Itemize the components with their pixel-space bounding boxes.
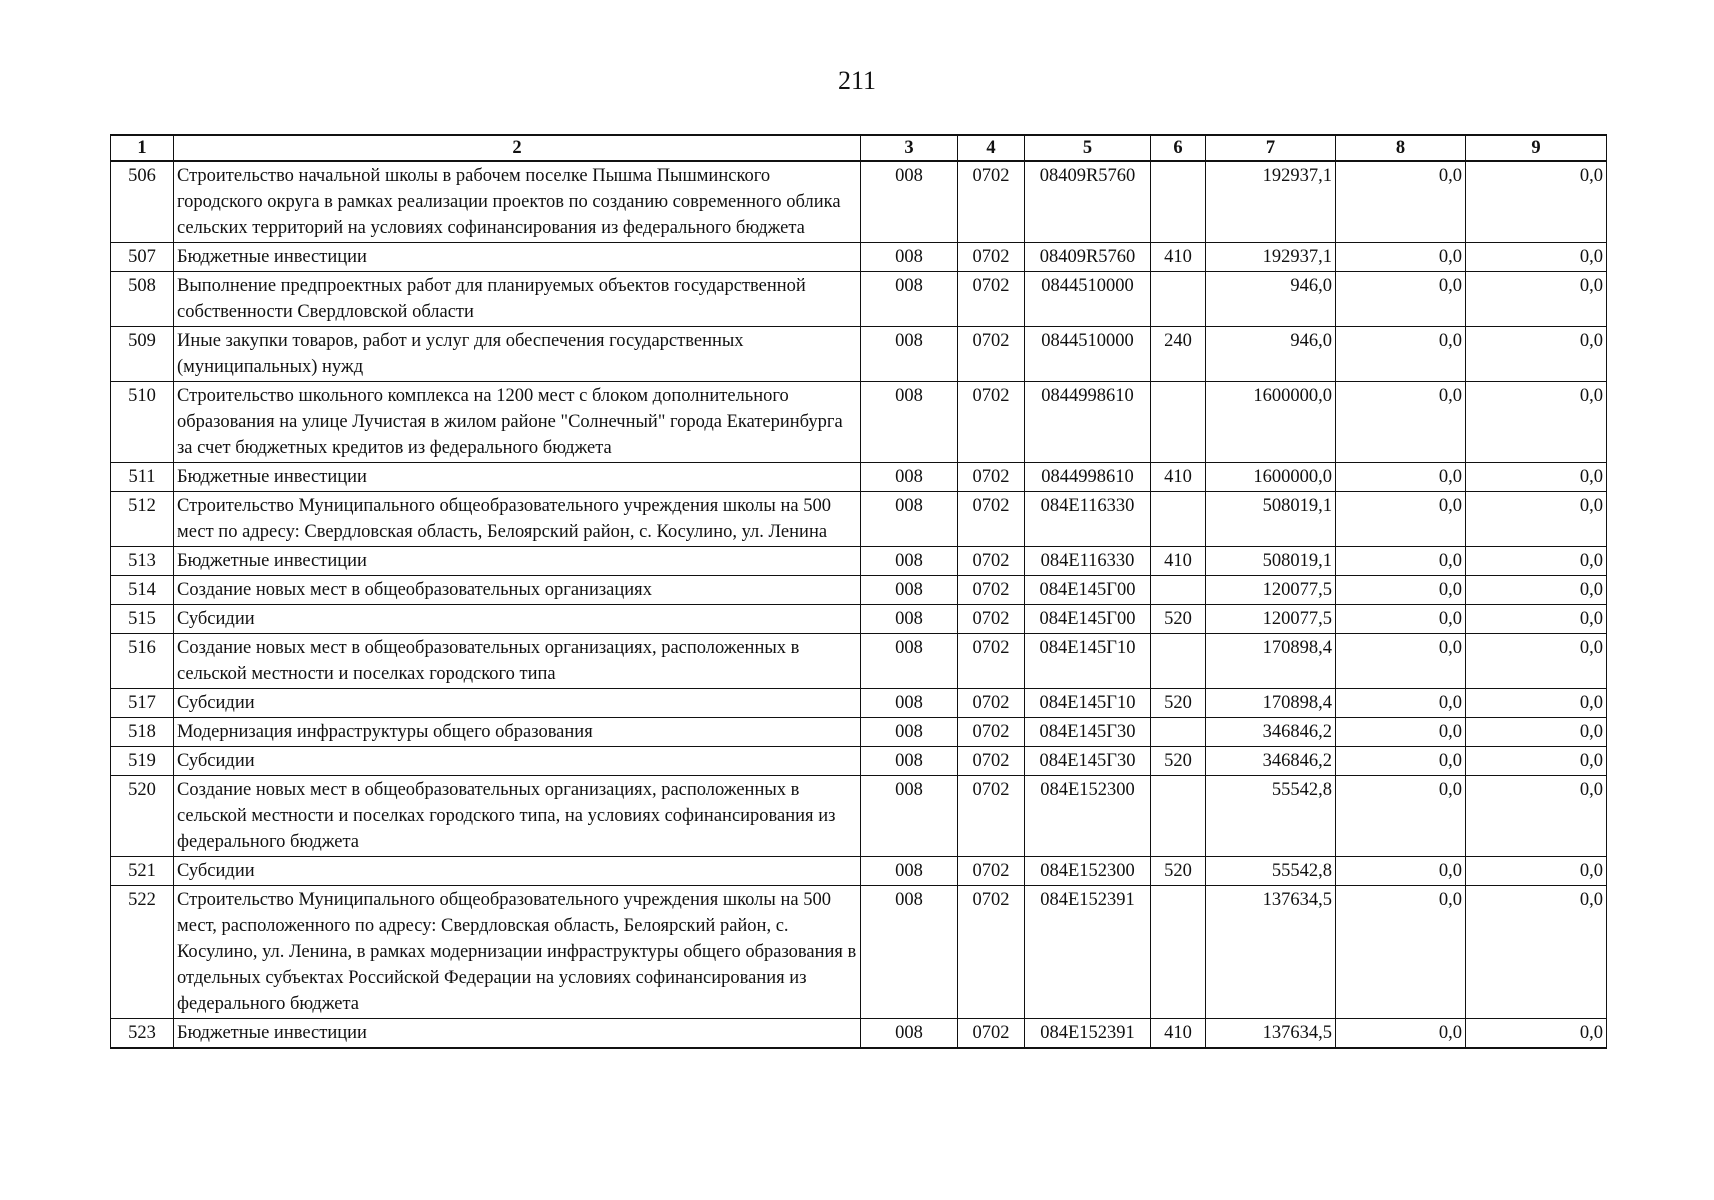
- code-column-5-cell: 084E145Г00: [1025, 605, 1151, 634]
- code-column-5-cell: 084E116330: [1025, 547, 1151, 576]
- header-cell-8: 8: [1336, 135, 1466, 161]
- table-row: [111, 857, 1607, 886]
- row-number-cell: 522: [111, 886, 174, 1019]
- code-column-6-cell: 410: [1151, 243, 1206, 272]
- code-column-3-cell: 008: [861, 327, 958, 382]
- amount-column-9-cell: 0,0: [1466, 463, 1607, 492]
- amount-column-8-cell: 0,0: [1336, 776, 1466, 857]
- table-row: [111, 463, 1607, 492]
- amount-column-7-cell: 120077,5: [1206, 605, 1336, 634]
- code-column-6-cell: 520: [1151, 747, 1206, 776]
- code-column-5-cell: 0844998610: [1025, 382, 1151, 463]
- code-column-6-cell: 410: [1151, 1019, 1206, 1049]
- code-column-6-cell: [1151, 161, 1206, 243]
- code-column-5-cell: 084E145Г30: [1025, 718, 1151, 747]
- amount-column-7-cell: 346846,2: [1206, 718, 1336, 747]
- code-column-5-cell: 084E145Г10: [1025, 634, 1151, 689]
- amount-column-9-cell: 0,0: [1466, 327, 1607, 382]
- amount-column-7-cell: 55542,8: [1206, 857, 1336, 886]
- amount-column-7-cell: 1600000,0: [1206, 382, 1336, 463]
- table-row: [111, 747, 1607, 776]
- amount-column-8-cell: 0,0: [1336, 327, 1466, 382]
- amount-column-8-cell: 0,0: [1336, 547, 1466, 576]
- amount-column-8-cell: 0,0: [1336, 243, 1466, 272]
- header-cell-1: 1: [111, 135, 174, 161]
- item-name-cell: Создание новых мест в общеобразовательных организациях, расположенных в сельской местности и поселках городского типа: [174, 634, 861, 689]
- row-number-cell: 521: [111, 857, 174, 886]
- code-column-5-cell: 084E152300: [1025, 776, 1151, 857]
- table-row: [111, 1019, 1607, 1049]
- code-column-3-cell: 008: [861, 576, 958, 605]
- amount-column-8-cell: 0,0: [1336, 161, 1466, 243]
- row-number-cell: 520: [111, 776, 174, 857]
- item-name-cell: Субсидии: [174, 605, 861, 634]
- header-row: [111, 135, 1607, 161]
- code-column-4-cell: 0702: [958, 605, 1025, 634]
- page-number: 211: [837, 66, 877, 95]
- item-name-cell: Субсидии: [174, 747, 861, 776]
- code-column-4-cell: 0702: [958, 463, 1025, 492]
- table-row: [111, 576, 1607, 605]
- table-row: [111, 776, 1607, 857]
- header-cell-9: 9: [1466, 135, 1607, 161]
- row-number-cell: 512: [111, 492, 174, 547]
- row-number-cell: 507: [111, 243, 174, 272]
- amount-column-8-cell: 0,0: [1336, 886, 1466, 1019]
- code-column-5-cell: 084E152300: [1025, 857, 1151, 886]
- amount-column-8-cell: 0,0: [1336, 492, 1466, 547]
- code-column-5-cell: 084E116330: [1025, 492, 1151, 547]
- code-column-5-cell: 0844998610: [1025, 463, 1151, 492]
- item-name-cell: Строительство Муниципального общеобразовательного учреждения школы на 500 мест, расположенного по адресу: Свердловская область, Белоярский район, с. Косулино, ул. Ленина, в рамках модернизации инфраструктуры общего образования в отдельных субъектах Российской Федерации на условиях софинансирования из федерального бюджета: [174, 886, 861, 1019]
- code-column-6-cell: 410: [1151, 547, 1206, 576]
- code-column-4-cell: 0702: [958, 243, 1025, 272]
- code-column-6-cell: [1151, 886, 1206, 1019]
- code-column-6-cell: [1151, 634, 1206, 689]
- code-column-6-cell: 410: [1151, 463, 1206, 492]
- item-name-cell: Субсидии: [174, 689, 861, 718]
- amount-column-8-cell: 0,0: [1336, 857, 1466, 886]
- code-column-5-cell: 0844510000: [1025, 272, 1151, 327]
- table-row: [111, 243, 1607, 272]
- amount-column-7-cell: 137634,5: [1206, 1019, 1336, 1049]
- amount-column-8-cell: 0,0: [1336, 689, 1466, 718]
- item-name-cell: Субсидии: [174, 857, 861, 886]
- amount-column-7-cell: 170898,4: [1206, 634, 1336, 689]
- code-column-5-cell: 084E152391: [1025, 886, 1151, 1019]
- table-row: [111, 634, 1607, 689]
- code-column-3-cell: 008: [861, 1019, 958, 1049]
- code-column-3-cell: 008: [861, 689, 958, 718]
- amount-column-8-cell: 0,0: [1336, 463, 1466, 492]
- code-column-3-cell: 008: [861, 243, 958, 272]
- code-column-3-cell: 008: [861, 463, 958, 492]
- header-cell-7: 7: [1206, 135, 1336, 161]
- code-column-5-cell: 08409R5760: [1025, 161, 1151, 243]
- amount-column-7-cell: 120077,5: [1206, 576, 1336, 605]
- code-column-4-cell: 0702: [958, 776, 1025, 857]
- code-column-6-cell: [1151, 776, 1206, 857]
- code-column-5-cell: 0844510000: [1025, 327, 1151, 382]
- row-number-cell: 509: [111, 327, 174, 382]
- table-row: [111, 161, 1607, 243]
- code-column-3-cell: 008: [861, 605, 958, 634]
- code-column-3-cell: 008: [861, 747, 958, 776]
- code-column-4-cell: 0702: [958, 327, 1025, 382]
- code-column-3-cell: 008: [861, 886, 958, 1019]
- code-column-6-cell: [1151, 492, 1206, 547]
- item-name-cell: Бюджетные инвестиции: [174, 463, 861, 492]
- table-row: [111, 718, 1607, 747]
- header-cell-5: 5: [1025, 135, 1151, 161]
- amount-column-7-cell: 137634,5: [1206, 886, 1336, 1019]
- amount-column-9-cell: 0,0: [1466, 272, 1607, 327]
- budget-table: [110, 134, 1607, 1049]
- amount-column-8-cell: 0,0: [1336, 634, 1466, 689]
- code-column-4-cell: 0702: [958, 718, 1025, 747]
- amount-column-7-cell: 1600000,0: [1206, 463, 1336, 492]
- row-number-cell: 518: [111, 718, 174, 747]
- item-name-cell: Бюджетные инвестиции: [174, 243, 861, 272]
- code-column-4-cell: 0702: [958, 886, 1025, 1019]
- code-column-6-cell: 520: [1151, 857, 1206, 886]
- code-column-6-cell: 240: [1151, 327, 1206, 382]
- amount-column-9-cell: 0,0: [1466, 547, 1607, 576]
- item-name-cell: Выполнение предпроектных работ для планируемых объектов государственной собственности Свердловской области: [174, 272, 861, 327]
- code-column-4-cell: 0702: [958, 634, 1025, 689]
- row-number-cell: 523: [111, 1019, 174, 1049]
- amount-column-9-cell: 0,0: [1466, 243, 1607, 272]
- code-column-5-cell: 084E145Г10: [1025, 689, 1151, 718]
- code-column-5-cell: 084E152391: [1025, 1019, 1151, 1049]
- amount-column-9-cell: 0,0: [1466, 382, 1607, 463]
- amount-column-8-cell: 0,0: [1336, 382, 1466, 463]
- row-number-cell: 517: [111, 689, 174, 718]
- row-number-cell: 511: [111, 463, 174, 492]
- amount-column-9-cell: 0,0: [1466, 492, 1607, 547]
- code-column-3-cell: 008: [861, 718, 958, 747]
- amount-column-9-cell: 0,0: [1466, 634, 1607, 689]
- code-column-4-cell: 0702: [958, 576, 1025, 605]
- code-column-3-cell: 008: [861, 634, 958, 689]
- code-column-6-cell: [1151, 272, 1206, 327]
- amount-column-8-cell: 0,0: [1336, 272, 1466, 327]
- amount-column-7-cell: 192937,1: [1206, 243, 1336, 272]
- row-number-cell: 510: [111, 382, 174, 463]
- row-number-cell: 513: [111, 547, 174, 576]
- table-row: [111, 492, 1607, 547]
- amount-column-7-cell: 508019,1: [1206, 547, 1336, 576]
- code-column-4-cell: 0702: [958, 272, 1025, 327]
- table-row: [111, 547, 1607, 576]
- code-column-6-cell: 520: [1151, 689, 1206, 718]
- code-column-3-cell: 008: [861, 492, 958, 547]
- table-row: [111, 272, 1607, 327]
- table-row: [111, 605, 1607, 634]
- row-number-cell: 508: [111, 272, 174, 327]
- amount-column-8-cell: 0,0: [1336, 718, 1466, 747]
- code-column-4-cell: 0702: [958, 492, 1025, 547]
- code-column-3-cell: 008: [861, 161, 958, 243]
- amount-column-9-cell: 0,0: [1466, 857, 1607, 886]
- code-column-4-cell: 0702: [958, 547, 1025, 576]
- amount-column-7-cell: 508019,1: [1206, 492, 1336, 547]
- amount-column-9-cell: 0,0: [1466, 605, 1607, 634]
- code-column-6-cell: [1151, 576, 1206, 605]
- code-column-4-cell: 0702: [958, 1019, 1025, 1049]
- item-name-cell: Бюджетные инвестиции: [174, 547, 861, 576]
- amount-column-9-cell: 0,0: [1466, 689, 1607, 718]
- row-number-cell: 514: [111, 576, 174, 605]
- row-number-cell: 506: [111, 161, 174, 243]
- code-column-4-cell: 0702: [958, 689, 1025, 718]
- code-column-3-cell: 008: [861, 857, 958, 886]
- table-row: [111, 886, 1607, 1019]
- header-cell-4: 4: [958, 135, 1025, 161]
- code-column-6-cell: [1151, 382, 1206, 463]
- amount-column-7-cell: 346846,2: [1206, 747, 1336, 776]
- header-cell-3: 3: [861, 135, 958, 161]
- item-name-cell: Строительство начальной школы в рабочем поселке Пышма Пышминского городского округа в рамках реализации проектов по созданию современного облика сельских территорий на условиях софинансирования из федерального бюджета: [174, 161, 861, 243]
- amount-column-7-cell: 55542,8: [1206, 776, 1336, 857]
- code-column-4-cell: 0702: [958, 161, 1025, 243]
- code-column-5-cell: 08409R5760: [1025, 243, 1151, 272]
- code-column-3-cell: 008: [861, 382, 958, 463]
- amount-column-7-cell: 170898,4: [1206, 689, 1336, 718]
- row-number-cell: 515: [111, 605, 174, 634]
- code-column-5-cell: 084E145Г30: [1025, 747, 1151, 776]
- item-name-cell: Создание новых мест в общеобразовательных организациях, расположенных в сельской местности и поселках городского типа, на условиях софинансирования из федерального бюджета: [174, 776, 861, 857]
- item-name-cell: Создание новых мест в общеобразовательных организациях: [174, 576, 861, 605]
- row-number-cell: 516: [111, 634, 174, 689]
- code-column-3-cell: 008: [861, 547, 958, 576]
- code-column-3-cell: 008: [861, 776, 958, 857]
- code-column-6-cell: 520: [1151, 605, 1206, 634]
- amount-column-9-cell: 0,0: [1466, 161, 1607, 243]
- amount-column-9-cell: 0,0: [1466, 576, 1607, 605]
- table-header: [111, 135, 1607, 161]
- item-name-cell: Строительство школьного комплекса на 1200 мест с блоком дополнительного образования на улице Лучистая в жилом районе "Солнечный" города Екатеринбурга за счет бюджетных кредитов из федерального бюджета: [174, 382, 861, 463]
- table-row: [111, 689, 1607, 718]
- row-number-cell: 519: [111, 747, 174, 776]
- amount-column-9-cell: 0,0: [1466, 1019, 1607, 1049]
- amount-column-9-cell: 0,0: [1466, 718, 1607, 747]
- item-name-cell: Строительство Муниципального общеобразовательного учреждения школы на 500 мест по адресу: Свердловская область, Белоярский район, с. Косулино, ул. Ленина: [174, 492, 861, 547]
- header-cell-6: 6: [1151, 135, 1206, 161]
- amount-column-8-cell: 0,0: [1336, 1019, 1466, 1049]
- item-name-cell: Модернизация инфраструктуры общего образования: [174, 718, 861, 747]
- amount-column-7-cell: 946,0: [1206, 272, 1336, 327]
- code-column-4-cell: 0702: [958, 382, 1025, 463]
- header-cell-2: 2: [174, 135, 861, 161]
- item-name-cell: Иные закупки товаров, работ и услуг для обеспечения государственных (муниципальных) нужд: [174, 327, 861, 382]
- amount-column-8-cell: 0,0: [1336, 576, 1466, 605]
- amount-column-7-cell: 946,0: [1206, 327, 1336, 382]
- table-body: [111, 161, 1607, 1048]
- table-row: [111, 327, 1607, 382]
- code-column-6-cell: [1151, 718, 1206, 747]
- amount-column-8-cell: 0,0: [1336, 747, 1466, 776]
- item-name-cell: Бюджетные инвестиции: [174, 1019, 861, 1049]
- code-column-5-cell: 084E145Г00: [1025, 576, 1151, 605]
- table-row: [111, 382, 1607, 463]
- amount-column-9-cell: 0,0: [1466, 747, 1607, 776]
- amount-column-8-cell: 0,0: [1336, 605, 1466, 634]
- amount-column-9-cell: 0,0: [1466, 886, 1607, 1019]
- code-column-3-cell: 008: [861, 272, 958, 327]
- amount-column-7-cell: 192937,1: [1206, 161, 1336, 243]
- code-column-4-cell: 0702: [958, 857, 1025, 886]
- amount-column-9-cell: 0,0: [1466, 776, 1607, 857]
- code-column-4-cell: 0702: [958, 747, 1025, 776]
